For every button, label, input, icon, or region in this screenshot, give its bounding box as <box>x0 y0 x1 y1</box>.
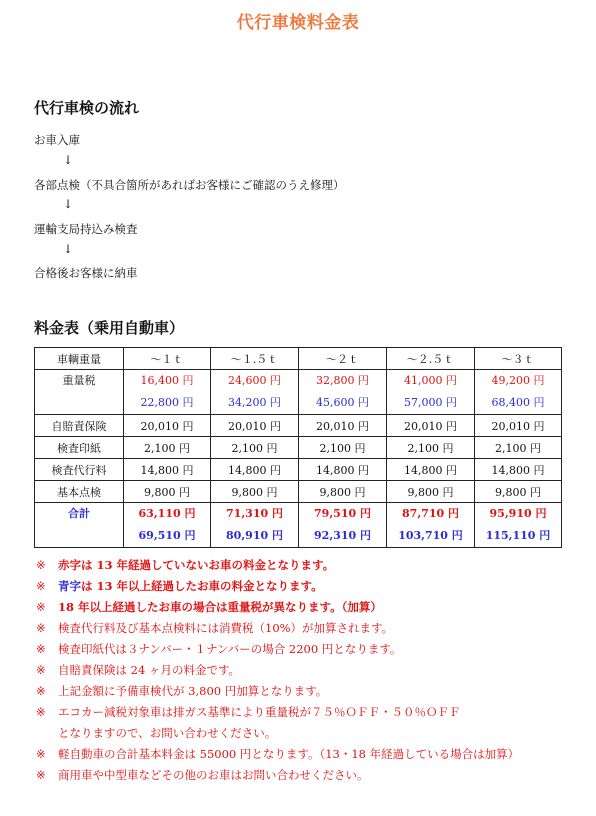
table-row-total <box>35 503 562 548</box>
note-mark: ※ <box>36 642 46 656</box>
table-cell <box>211 503 299 548</box>
note-red-meaning <box>36 555 576 576</box>
note-text: エコカー減税対象車は排ガス基準により重量税が７５％ＯＦＦ・５０％ＯＦＦ <box>58 705 461 719</box>
table-row <box>35 459 562 481</box>
note-mark: ※ <box>36 600 46 614</box>
table-cell <box>124 370 211 415</box>
table-row <box>35 437 562 459</box>
note-mark: ※ <box>36 579 46 593</box>
total-blue: 80,910 円 <box>226 529 283 542</box>
table-cell <box>299 370 387 415</box>
weight-tax-red: 41,000 円 <box>404 374 457 387</box>
header-cell: ～２ｔ <box>299 348 387 370</box>
down-arrow-icon: ↓ <box>63 153 74 167</box>
note-eco-car-cont <box>36 723 576 744</box>
note-mark: ※ <box>36 621 46 635</box>
total-red: 87,710 円 <box>402 507 459 520</box>
weight-tax-blue: 34,200 円 <box>228 396 281 409</box>
note-pre-inspection <box>36 681 576 702</box>
header-cell: ～３ｔ <box>475 348 562 370</box>
weight-tax-blue: 22,800 円 <box>140 396 194 409</box>
total-blue: 92,310 円 <box>314 529 371 542</box>
table-cell: 2,100 円 <box>299 437 387 459</box>
total-red: 63,110 円 <box>138 507 196 520</box>
note-text: 自賠責保険は 24 ヶ月の料金です。 <box>58 663 241 677</box>
table-cell: 20,010 円 <box>299 415 387 437</box>
note-red-word: 赤字 <box>58 558 81 572</box>
down-arrow-icon: ↓ <box>63 242 74 256</box>
note-text: 商用車や中型車などその他のお車はお問い合わせください。 <box>58 768 369 782</box>
note-insurance <box>36 660 576 681</box>
row-label <box>35 503 124 548</box>
note-blue-word: 青字 <box>58 579 81 593</box>
note-mark: ※ <box>36 663 46 677</box>
table-row-weight-tax <box>35 370 562 415</box>
row-label: 自賠責保険 <box>35 415 124 437</box>
note-text: 検査代行料及び基本点検料には消費税（10%）が加算されます。 <box>58 621 394 635</box>
note-kei-car <box>36 744 576 765</box>
note-18-years <box>36 597 576 618</box>
table-cell: 14,800 円 <box>387 459 475 481</box>
note-text: 18 年以上経過したお車の場合は重量税が異なります。（加算） <box>58 600 382 614</box>
table-row <box>35 415 562 437</box>
total-blue: 115,110 円 <box>485 529 551 542</box>
weight-tax-blue: 45,600 円 <box>316 396 369 409</box>
note-stamp <box>36 639 576 660</box>
total-red: 95,910 円 <box>489 507 547 520</box>
row-label: 基本点検 <box>35 481 124 503</box>
table-cell <box>475 370 562 415</box>
flow-step-3: 運輸支局持込み検査 <box>34 222 138 236</box>
table-cell: 2,100 円 <box>124 437 211 459</box>
header-cell: 車輌重量 <box>35 348 124 370</box>
row-label: 検査印紙 <box>35 437 124 459</box>
note-mark: ※ <box>36 705 46 719</box>
table-cell <box>299 503 387 548</box>
table-cell: 20,010 円 <box>124 415 211 437</box>
flow-step-1: お車入庫 <box>34 133 80 147</box>
note-mark: ※ <box>36 684 46 698</box>
note-text: は 13 年経過していないお車の料金となります。 <box>81 558 335 572</box>
note-text: 検査印紙代は３ナンバー・１ナンバーの場合 2200 円となります。 <box>58 642 402 656</box>
table-cell: 20,010 円 <box>387 415 475 437</box>
row-label <box>35 370 124 415</box>
table-cell: 9,800 円 <box>387 481 475 503</box>
note-tax <box>36 618 576 639</box>
note-text: 上記金額に予備車検代が 3,800 円加算となります。 <box>58 684 328 698</box>
fees-heading: 料金表（乗用自動車） <box>34 319 185 337</box>
note-mark: ※ <box>36 747 46 761</box>
total-red: 79,510 円 <box>314 507 371 520</box>
weight-tax-red: 32,800 円 <box>316 374 369 387</box>
weight-tax-red: 24,600 円 <box>228 374 281 387</box>
table-cell <box>124 503 211 548</box>
weight-tax-blue: 68,400 円 <box>491 396 545 409</box>
table-row <box>35 481 562 503</box>
note-text: となりますので、お問い合わせください。 <box>58 726 277 740</box>
table-cell: 9,800 円 <box>211 481 299 503</box>
table-cell <box>475 503 562 548</box>
table-cell <box>387 503 475 548</box>
table-cell: 14,800 円 <box>211 459 299 481</box>
fee-table <box>34 347 562 548</box>
note-other-cars <box>36 765 576 786</box>
table-cell: 2,100 円 <box>475 437 562 459</box>
weight-tax-red: 16,400 円 <box>140 374 194 387</box>
note-mark: ※ <box>36 558 46 572</box>
table-cell: 9,800 円 <box>124 481 211 503</box>
note-mark: ※ <box>36 768 46 782</box>
flow-step-2: 各部点検（不具合箇所があればお客様にご確認のうえ修理） <box>34 178 345 192</box>
weight-tax-label: 重量税 <box>62 374 96 387</box>
note-blue-meaning <box>36 576 576 597</box>
total-blue: 103,710 円 <box>398 529 463 542</box>
table-cell: 14,800 円 <box>475 459 562 481</box>
header-cell: ～１.５ｔ <box>211 348 299 370</box>
flow-step-4: 合格後お客様に納車 <box>34 266 138 280</box>
flow-heading: 代行車検の流れ <box>34 99 140 117</box>
total-label: 合計 <box>68 507 90 520</box>
row-label: 検査代行料 <box>35 459 124 481</box>
header-cell: ～２.５ｔ <box>387 348 475 370</box>
note-text: 軽自動車の合計基本料金は 55000 円となります。（13・18 年経過している場合は加算） <box>58 747 520 761</box>
table-cell: 14,800 円 <box>299 459 387 481</box>
note-eco-car <box>36 702 576 723</box>
down-arrow-icon: ↓ <box>63 197 74 211</box>
table-cell <box>211 370 299 415</box>
table-header-row <box>35 348 562 370</box>
total-blue: 69,510 円 <box>138 529 196 542</box>
table-cell: 20,010 円 <box>211 415 299 437</box>
table-cell: 2,100 円 <box>211 437 299 459</box>
table-cell: 9,800 円 <box>299 481 387 503</box>
weight-tax-blue: 57,000 円 <box>404 396 457 409</box>
table-cell: 9,800 円 <box>475 481 562 503</box>
weight-tax-red: 49,200 円 <box>491 374 545 387</box>
total-red: 71,310 円 <box>226 507 283 520</box>
table-cell: 20,010 円 <box>475 415 562 437</box>
page-title: 代行車検料金表 <box>236 13 360 33</box>
header-cell: ～１ｔ <box>124 348 211 370</box>
table-cell: 14,800 円 <box>124 459 211 481</box>
notes-list <box>36 555 576 786</box>
table-cell: 2,100 円 <box>387 437 475 459</box>
table-cell <box>387 370 475 415</box>
note-text: は 13 年以上経過したお車の料金となります。 <box>81 579 323 593</box>
